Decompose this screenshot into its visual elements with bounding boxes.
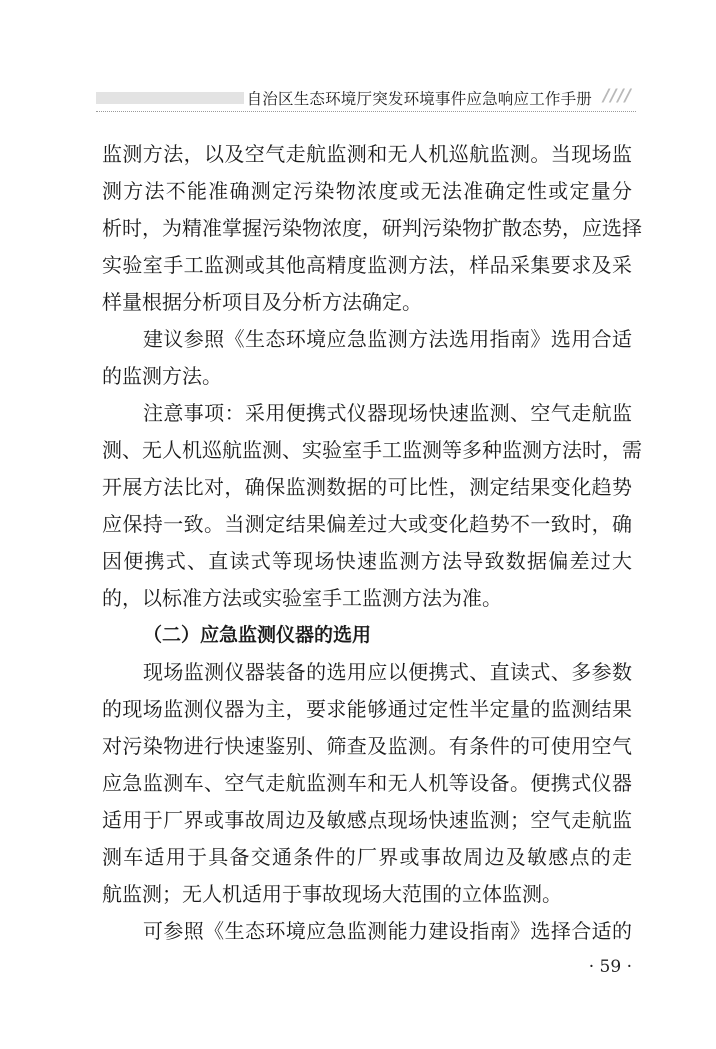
- section-heading: （二）应急监测仪器的选用: [143, 624, 372, 646]
- running-header: [96, 86, 636, 112]
- header-slashes-decor: ////: [603, 86, 632, 106]
- body-line: 开展方法比对，确保监测数据的可比性，测定结果变化趋势: [102, 475, 632, 499]
- body-line: 适用于厂界或事故周边及敏感点现场快速监测；空气走航监: [102, 808, 632, 832]
- body-line: 实验室手工监测或其他高精度监测方法，样品采集要求及采: [102, 253, 632, 277]
- body-line: 现场监测仪器装备的选用应以便携式、直读式、多参数: [143, 660, 632, 684]
- body-line: 测方法不能准确测定污染物浓度或无法准确定性或定量分: [102, 179, 632, 203]
- body-line: 测车适用于具备交通条件的厂界或事故周边及敏感点的走: [102, 845, 632, 869]
- body-line: 析时，为精准掌握污染物浓度，研判污染物扩散态势，应选择: [102, 216, 642, 240]
- page-body: [102, 136, 642, 950]
- body-line: 监测方法，以及空气走航监测和无人机巡航监测。当现场监: [102, 142, 632, 166]
- body-line: 对污染物进行快速鉴别、筛查及监测。有条件的可使用空气: [102, 734, 632, 758]
- body-line: 可参照《生态环境应急监测能力建设指南》选择合适的: [143, 919, 632, 943]
- body-line: 航监测；无人机适用于事故现场大范围的立体监测。: [102, 882, 562, 906]
- body-line: 建议参照《生态环境应急监测方法选用指南》选用合适: [143, 327, 632, 351]
- page-number: · 59 ·: [588, 957, 632, 977]
- body-line: 注意事项：采用便携式仪器现场快速监测、空气走航监: [143, 401, 632, 425]
- body-line: 测、无人机巡航监测、实验室手工监测等多种监测方法时，需: [102, 438, 642, 462]
- body-line: 应保持一致。当测定结果偏差过大或变化趋势不一致时，确: [102, 512, 632, 536]
- body-line: 应急监测车、空气走航监测车和无人机等设备。便携式仪器: [102, 771, 632, 795]
- header-dotted-rule: [96, 111, 636, 112]
- body-line: 样量根据分析项目及分析方法确定。: [102, 290, 422, 314]
- body-line: 的现场监测仪器为主，要求能够通过定性半定量的监测结果: [102, 697, 632, 721]
- body-line: 的，以标准方法或实验室手工监测方法为准。: [102, 586, 502, 610]
- body-line: 因便携式、直读式等现场快速监测方法导致数据偏差过大: [102, 549, 632, 573]
- header-title: 自治区生态环境厅突发环境事件应急响应工作手册: [246, 90, 592, 108]
- header-decor-bar: [96, 92, 244, 104]
- body-line: 的监测方法。: [102, 364, 222, 388]
